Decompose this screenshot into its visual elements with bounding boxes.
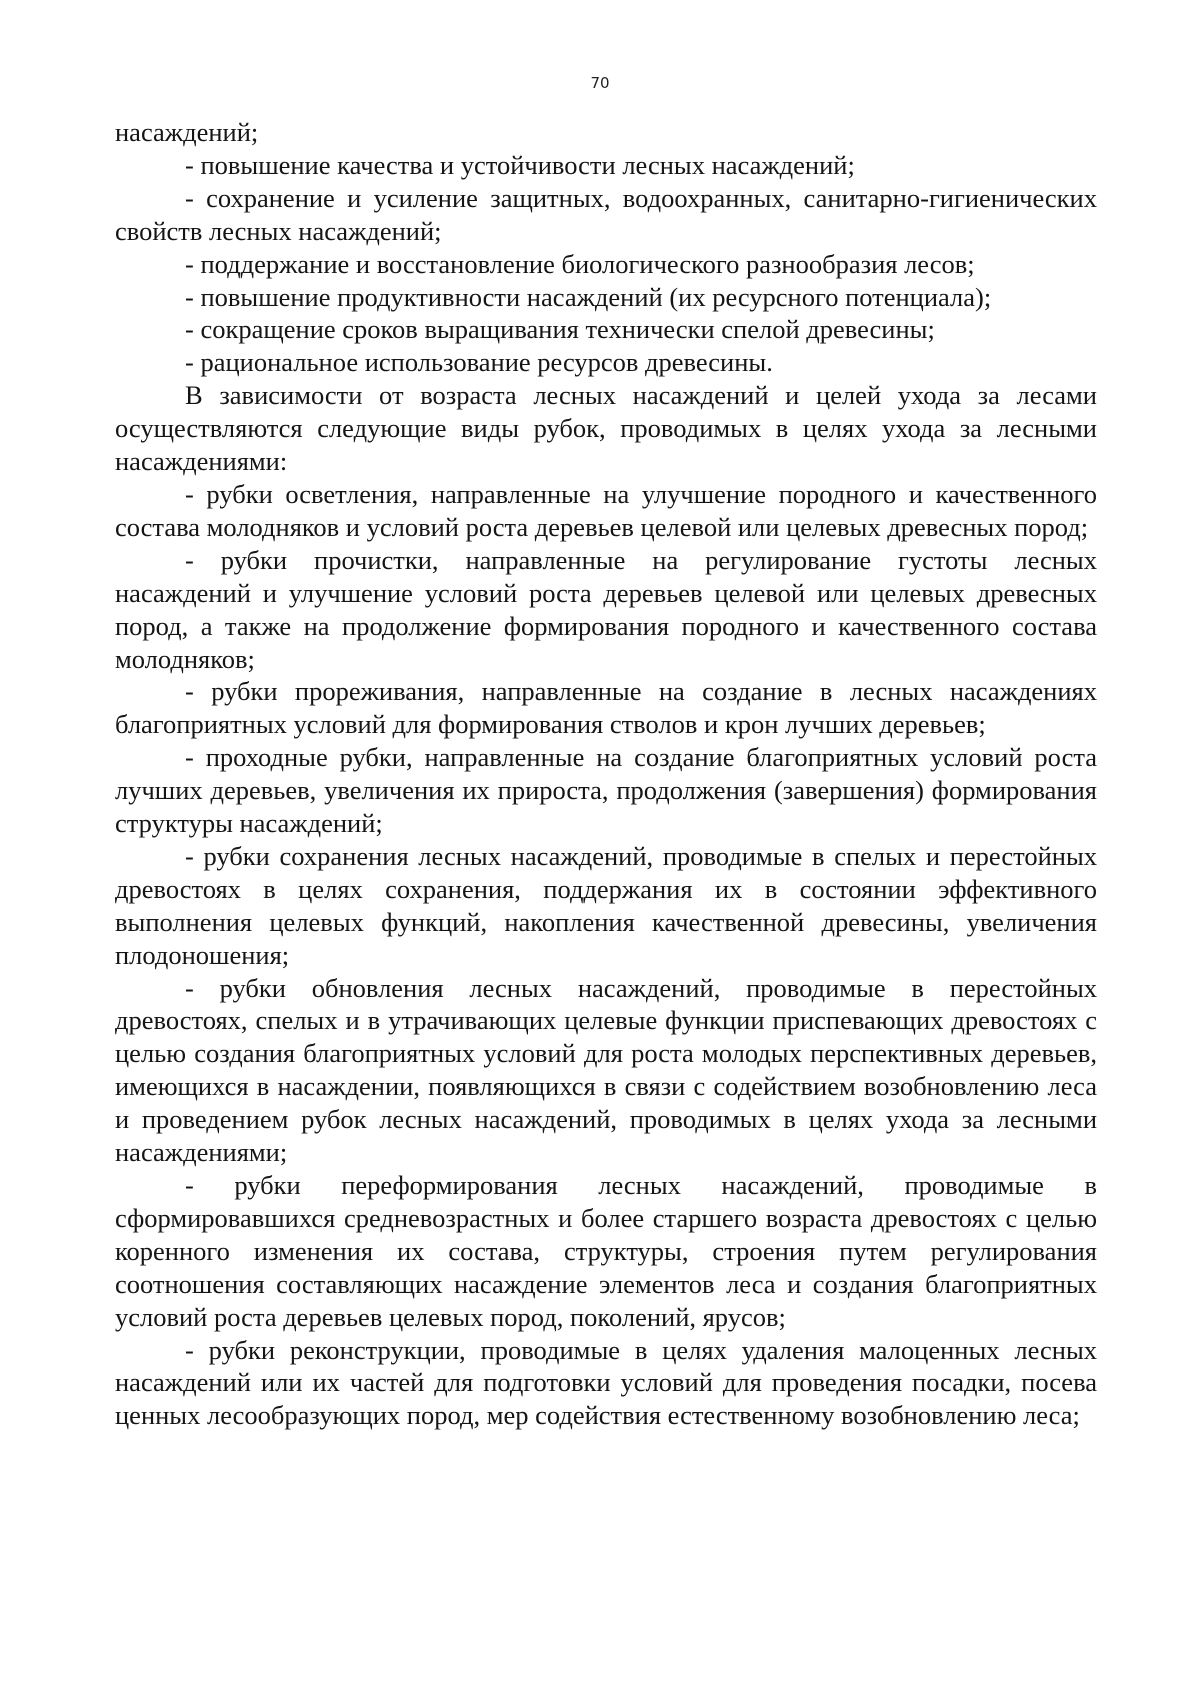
list-item: - рубки сохранения лесных насаждений, проводимые в спелых и перестойных древостоях в целях сохранения, поддержания их в состоянии эффективного выполнения целевых функций, накопления качественной древесины, увеличения плодоношения;: [115, 840, 1097, 970]
paragraph: В зависимости от возраста лесных насаждений и целей ухода за лесами осуществляются следующие виды рубок, проводимых в целях ухода за лесными насаждениями:: [115, 380, 1097, 477]
list-item: - рубки переформирования лесных насаждений, проводимые в сформировавшихся средневозрастных и более старшего возраста древостоях с целью коренного изменения их состава, структуры, строения путем регулирования соотношения составляющих насаждение элементов леса и создания благоприятных условий роста деревьев целевых пород, поколений, ярусов;: [115, 1170, 1097, 1332]
page-body: [115, 116, 1097, 1432]
list-item: - рубки прореживания, направленные на создание в лесных насаждениях благоприятных условий для формирования стволов и крон лучших деревьев;: [115, 676, 1097, 740]
list-item: - рубки реконструкции, проводимые в целях удаления малоценных лесных насаждений или их частей для подготовки условий для проведения посадки, посева ценных лесообразующих пород, мер содействия естественному возобновлению леса;: [115, 1334, 1097, 1431]
list-item: - поддержание и восстановление биологического разнообразия лесов;: [185, 248, 975, 279]
list-item: - сохранение и усиление защитных, водоохранных, санитарно-гигиенических свойств лесных насаждений;: [115, 182, 1097, 246]
list-item: - повышение продуктивности насаждений (их ресурсного потенциала);: [185, 281, 992, 312]
list-item: - рубки обновления лесных насаждений, проводимые в перестойных древостоях, спелых и в утрачивающих целевые функции приспевающих древостоях с целью создания благоприятных условий для роста молодых перспективных деревьев, имеющихся в насаждении, появляющихся в связи с содействием возобновлению леса и проведением рубок лесных насаждений, проводимых в целях ухода за лесными насаждениями;: [115, 972, 1097, 1168]
list-item: - сокращение сроков выращивания технически спелой древесины;: [185, 314, 935, 345]
list-item: - рубки прочистки, направленные на регулирование густоты лесных насаждений и улучшение условий роста деревьев целевой или целевых древесных пород, а также на продолжение формирования породного и качественного состава молодняков;: [115, 544, 1097, 674]
page-number: 70: [590, 74, 610, 92]
list-item: - проходные рубки, направленные на создание благоприятных условий роста лучших деревьев, увеличения их прироста, продолжения (завершения) формирования структуры насаждений;: [115, 742, 1097, 839]
list-item: - рубки осветления, направленные на улучшение породного и качественного состава молодняков и условий роста деревьев целевой или целевых древесных пород;: [115, 478, 1097, 542]
list-item: - повышение качества и устойчивости лесных насаждений;: [185, 149, 855, 180]
paragraph-continuation: насаждений;: [115, 117, 259, 147]
list-item: - рациональное использование ресурсов древесины.: [185, 347, 773, 378]
